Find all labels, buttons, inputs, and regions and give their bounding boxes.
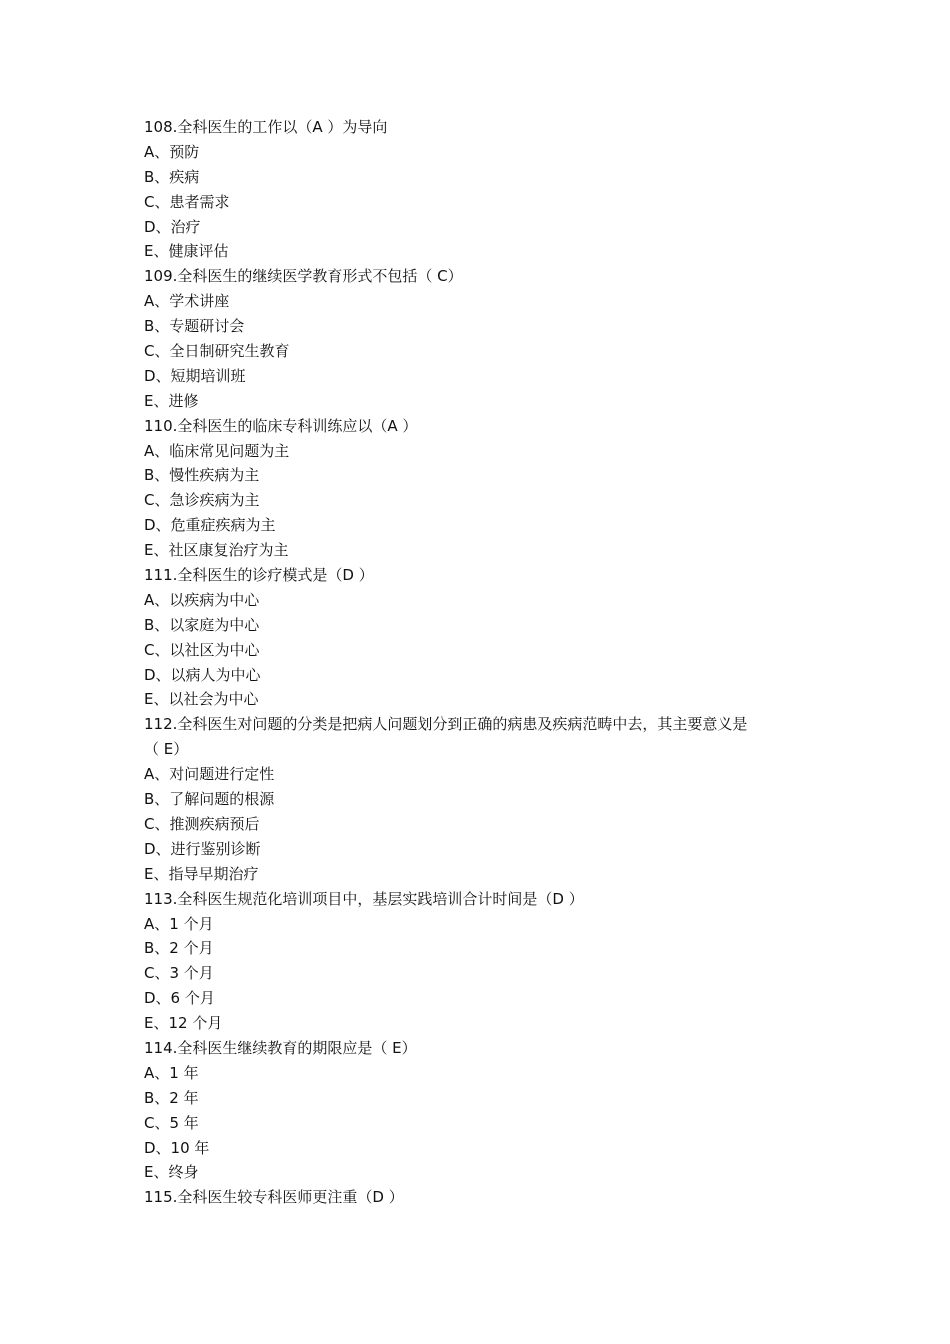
- question-108-option-d: D、治疗: [144, 217, 201, 236]
- question-113-option-e: E、12 个月: [144, 1014, 223, 1033]
- question-114-option-a: A、1 年: [144, 1063, 199, 1082]
- question-108-option-e: E、健康评估: [144, 242, 229, 261]
- question-110-option-a: A、临床常见问题为主: [144, 441, 290, 460]
- question-113-option-a: A、1 个月: [144, 914, 214, 933]
- question-111-option-a: A、以疾病为中心: [144, 590, 260, 609]
- question-109-stem: 109.全科医生的继续医学教育形式不包括（ C）: [144, 267, 463, 286]
- question-108-option-c: C、患者需求: [144, 192, 230, 211]
- question-113-option-d: D、6 个月: [144, 989, 215, 1008]
- question-112-option-a: A、对问题进行定性: [144, 765, 275, 784]
- question-110-option-c: C、急诊疾病为主: [144, 491, 260, 510]
- question-109-option-d: D、短期培训班: [144, 366, 246, 385]
- question-111-option-c: C、以社区为中心: [144, 640, 260, 659]
- question-112-option-b: B、了解问题的根源: [144, 790, 275, 809]
- question-112-stem-continued: （ E）: [144, 740, 189, 759]
- question-108-option-b: B、疾病: [144, 167, 200, 186]
- question-110-option-e: E、社区康复治疗为主: [144, 541, 289, 560]
- question-113-option-b: B、2 个月: [144, 939, 214, 958]
- question-112-option-d: D、进行鉴别诊断: [144, 839, 261, 858]
- question-112-option-c: C、推测疾病预后: [144, 814, 260, 833]
- question-110-option-d: D、危重症疾病为主: [144, 516, 276, 535]
- question-111-option-d: D、以病人为中心: [144, 665, 261, 684]
- question-114-option-c: C、5 年: [144, 1113, 199, 1132]
- question-113-stem: 113.全科医生规范化培训项目中，基层实践培训合计时间是（D ）: [144, 889, 584, 908]
- question-115-stem: 115.全科医生较专科医师更注重（D ）: [144, 1188, 404, 1207]
- question-111-option-e: E、以社会为中心: [144, 690, 259, 709]
- question-114-option-b: B、2 年: [144, 1088, 199, 1107]
- question-114-option-e: E、终身: [144, 1163, 199, 1182]
- question-109-option-a: A、学术讲座: [144, 292, 230, 311]
- question-114-option-d: D、10 年: [144, 1138, 210, 1157]
- question-111-stem: 111.全科医生的诊疗模式是（D ）: [144, 566, 374, 585]
- question-108-option-a: A、预防: [144, 142, 200, 161]
- question-109-option-e: E、进修: [144, 391, 199, 410]
- question-109-option-b: B、专题研讨会: [144, 317, 245, 336]
- question-112-option-e: E、指导早期治疗: [144, 864, 259, 883]
- question-109-option-c: C、全日制研究生教育: [144, 342, 290, 361]
- question-108-stem: 108.全科医生的工作以（A ）为导向: [144, 118, 388, 136]
- question-114-stem: 114.全科医生继续教育的期限应是（ E）: [144, 1038, 417, 1057]
- question-111-option-b: B、以家庭为中心: [144, 615, 260, 634]
- document-page: [144, 115, 824, 1210]
- question-110-option-b: B、慢性疾病为主: [144, 466, 260, 485]
- question-113-option-c: C、3 个月: [144, 964, 214, 983]
- question-110-stem: 110.全科医生的临床专科训练应以（A ）: [144, 416, 418, 435]
- question-112-stem: 112.全科医生对问题的分类是把病人问题划分到正确的病患及疾病范畴中去，其主要意义是: [144, 715, 748, 734]
